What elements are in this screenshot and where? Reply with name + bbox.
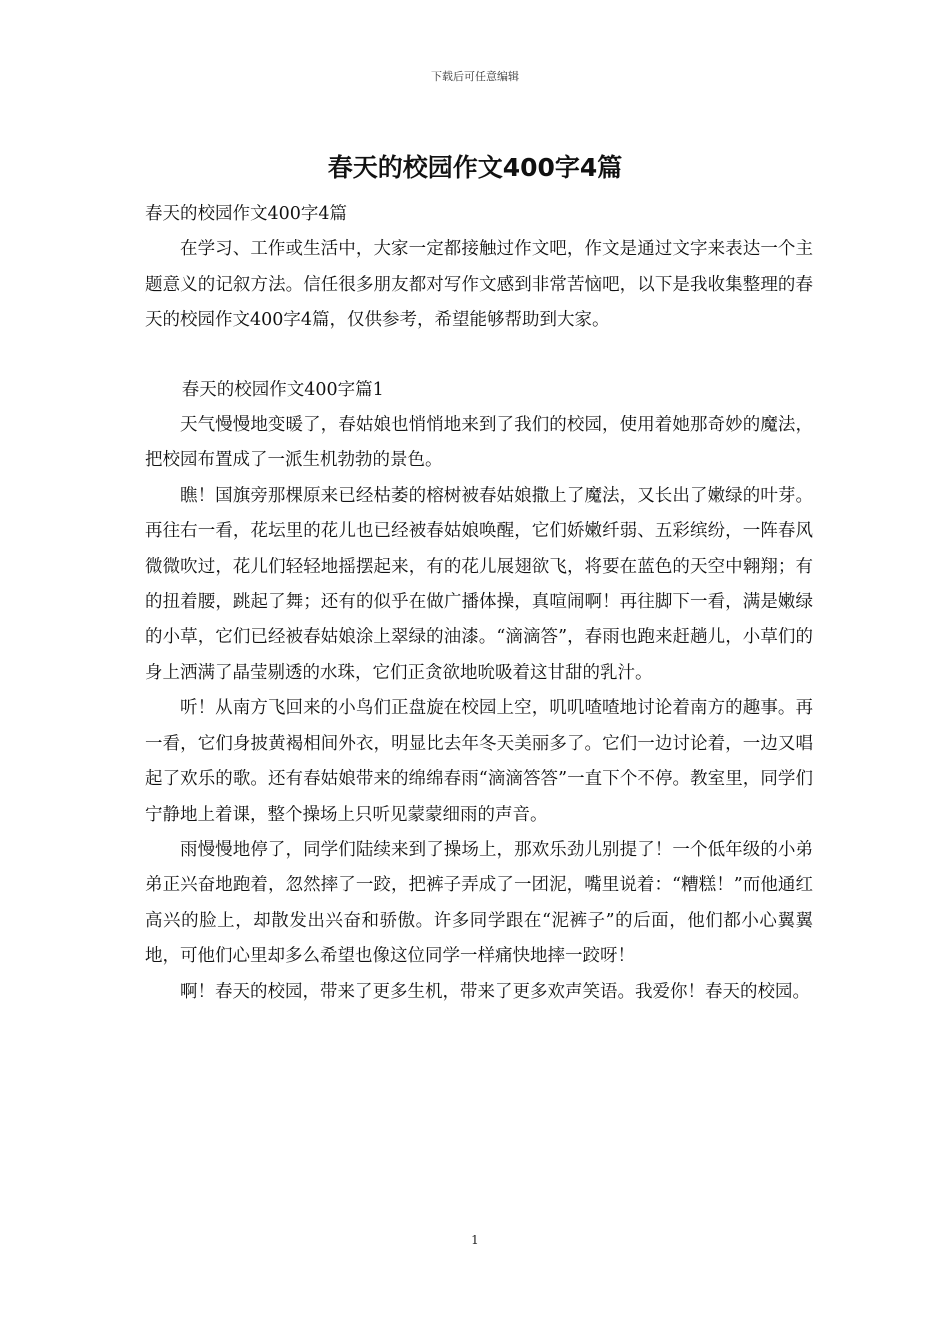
document-body — [145, 197, 813, 1010]
body-paragraph: 听！从南方飞回来的小鸟们正盘旋在校园上空，叽叽喳喳地讨论着南方的趣事。再一看，它们身披黄褐相间外衣，明显比去年冬天美丽多了。它们一边讨论着，一边又唱起了欢乐的歌。还有春姑娘带来的绵绵春雨“滴滴答答”一直下个不停。教室里，同学们宁静地上着课，整个操场上只听见蒙蒙细雨的声音。 — [145, 698, 813, 825]
section-heading: 春天的校园作文400字篇1 — [181, 379, 384, 400]
intro-paragraph: 在学习、工作或生活中，大家一定都接触过作文吧，作文是通过文字来表达一个主题意义的记叙方法。信任很多朋友都对写作文感到非常苦恼吧，以下是我收集整理的春天的校园作文400字4篇，仅供参考，希望能够帮助到大家。 — [145, 239, 813, 331]
body-paragraph: 瞧！国旗旁那棵原来已经枯萎的榕树被春姑娘撒上了魔法，又长出了嫩绿的叶芽。再往右一看，花坛里的花儿也已经被春姑娘唤醒，它们娇嫩纤弱、五彩缤纷，一阵春风微微吹过，花儿们轻轻地摇摆起来，有的花儿展翅欲飞，将要在蓝色的天空中翱翔；有的扭着腰，跳起了舞；还有的似乎在做广播体操，真喧闹啊！再往脚下一看，满是嫩绿的小草，它们已经被春姑娘涂上翠绿的油漆。“滴滴答”，春雨也跑来赶趟儿，小草们的身上洒满了晶莹剔透的水珠，它们正贪欲地吮吸着这甘甜的乳汁。 — [145, 485, 813, 683]
body-paragraph: 天气慢慢地变暖了，春姑娘也悄悄地来到了我们的校园，使用着她那奇妙的魔法，把校园布置成了一派生机勃勃的景色。 — [145, 415, 813, 471]
body-paragraph: 啊！春天的校园，带来了更多生机，带来了更多欢声笑语。我爱你！春天的校园。 — [180, 981, 810, 1002]
subtitle: 春天的校园作文400字4篇 — [145, 204, 348, 224]
page-number: 1 — [471, 1233, 479, 1247]
body-paragraph: 雨慢慢地停了，同学们陆续来到了操场上，那欢乐劲儿别提了！一个低年级的小弟弟正兴奋地跑着，忽然摔了一跤，把裤子弄成了一团泥，嘴里说着：“糟糕！”而他通红高兴的脸上，却散发出兴奋和骄傲。许多同学跟在“泥裤子”的后面，他们都小心翼翼地，可他们心里却多么希望也像这位同学一样痛快地摔一跤呀！ — [145, 839, 813, 967]
header-note: 下载后可任意编辑 — [431, 70, 519, 83]
document-title: 春天的校园作文400字4篇 — [327, 153, 623, 182]
